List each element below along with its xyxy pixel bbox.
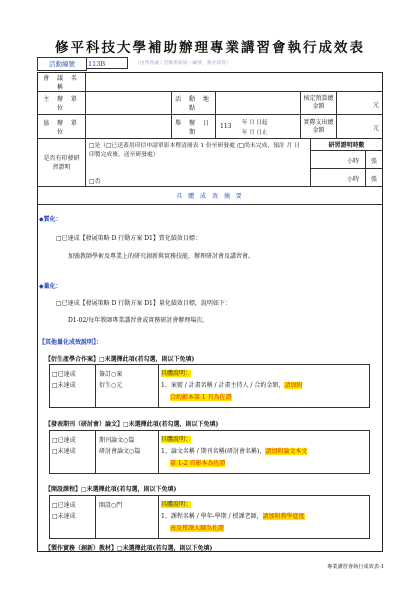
quality-checkbox[interactable]: □已達成【發展策略 D 行動方案 D1】質化績效目標： — [56, 235, 201, 242]
block3-detail: 1、課程名稱 / 學年-學期 / 授課老師， — [161, 513, 263, 520]
block3-explain-label: 具體說明： — [161, 501, 192, 508]
date-label: 舉 辦 日 期 — [172, 115, 216, 139]
block3-achieved[interactable]: □已達成 — [52, 502, 76, 509]
block1-achieved[interactable]: □已達成 — [52, 371, 76, 378]
block3-course-count: 開設○門 — [99, 502, 123, 509]
co-unit-label: 協 辦 單 位 — [38, 115, 86, 139]
block2-journal-count: 期刊論文○篇 — [99, 437, 135, 444]
host-unit-label: 主 辦 單 位 — [38, 92, 86, 115]
hours-header: 研習證明時數 — [311, 139, 382, 151]
block3-table — [49, 495, 370, 539]
summary-header: 具 體 成 效 摘 要 — [38, 187, 382, 205]
print-cert-options[interactable] — [86, 139, 311, 187]
block1-table — [49, 364, 370, 408]
print-cert-label: 是否有印發研習證明 — [38, 139, 86, 187]
block1-detail: 1、案號 / 計畫名稱 / 計畫主持人 / 合約金額， — [161, 382, 285, 389]
hours-row-2[interactable]: 小時 張 — [311, 169, 382, 187]
block4-heading[interactable]: 【製作實務（創新）教材】□未選擇此項(若勾選，則以下免填) — [45, 545, 213, 552]
block1-amount: 衍生○元 — [99, 382, 123, 389]
activity-id-field[interactable]: 113B — [86, 57, 128, 69]
hours-divider — [365, 151, 366, 187]
co-unit-field[interactable] — [86, 115, 172, 139]
block3-heading[interactable]: 【開設課程】□未選擇此項(若勾選，則以下免填) — [45, 486, 177, 493]
form-table — [37, 72, 383, 552]
block1-heading[interactable]: 【衍生產學合作案】□未選擇此項(若勾選，則以下免填) — [45, 356, 195, 363]
block2-table — [49, 430, 370, 474]
block1-attach-2: 合約影本第 1 頁為佐證 — [170, 394, 232, 401]
other-heading: 【其他量化成效說明】： — [39, 339, 103, 346]
host-unit-field[interactable] — [86, 92, 172, 115]
block2-attach-2: 第 1-2 頁影本為佐證 — [170, 460, 226, 467]
approved-budget-field[interactable]: 元 — [337, 92, 382, 115]
print-cert-yes-option[interactable]: □是（□已送蓋用印信申請單影本暨清冊表 1 份至研發處 /□尚未完成，預計 月 日印製完成後，送至研發處） — [89, 143, 300, 158]
activity-id-label: 活動編號 — [37, 57, 87, 71]
block2-explain-label: 具體說明： — [161, 436, 192, 443]
quality-desc: 加強教師學術及專業上的研究創新與實務技能，辦理研討會及講習會。 — [68, 253, 255, 260]
block3-attach-2: 表及授課大綱為佐證 — [170, 525, 225, 532]
activity-id-row — [37, 57, 383, 70]
venue-label: 活 動 地 點 — [172, 92, 216, 115]
hours-row-1[interactable]: 小時 張 — [311, 151, 382, 169]
block1-not-achieved[interactable]: □未達成 — [52, 382, 76, 389]
block2-conference-count: 研討會論文○篇 — [99, 448, 141, 455]
block2-not-achieved[interactable]: □未達成 — [52, 448, 76, 455]
block2-heading[interactable]: 【發表期刊（研討會）論文】□未選擇此項(若勾選，則以下免填) — [45, 421, 219, 428]
print-cert-no-option[interactable]: □否 — [89, 178, 101, 185]
quality-heading: ◆質化： — [39, 216, 62, 223]
block1-explain-label: 具體說明： — [161, 370, 192, 377]
actual-spend-field[interactable]: 元 — [337, 115, 382, 139]
block2-attach-1: 請加附論文本文 — [265, 448, 308, 455]
conf-name-label: 會 議 名 稱 — [38, 73, 86, 92]
venue-field[interactable] — [216, 92, 301, 115]
block2-achieved[interactable]: □已達成 — [52, 437, 76, 444]
page-title: 修平科技大學補助辦理專業講習會執行成效表 — [55, 40, 365, 56]
page-footer: 專業講習會執行成效表-1 — [327, 564, 384, 570]
quantity-desc: D1-02/每年教師專業講習會或實務研討會辦理場次。 — [68, 317, 209, 324]
quantity-checkbox[interactable]: □已達成【發展策略 D 行動方案 D1】量化績效目標，說明如下： — [56, 300, 231, 307]
actual-spend-label: 實際支出總金額 — [301, 115, 337, 139]
activity-id-note: （由學務處 / 活動系統統一編號，務必填寫） — [135, 61, 231, 66]
block3-not-achieved[interactable]: □未達成 — [52, 513, 76, 520]
quantity-heading: ◆量化： — [39, 283, 62, 290]
block1-attach-1: 請加附 — [284, 382, 303, 389]
date-field[interactable]: 113 年 月 日起 年 月 日止 — [216, 115, 301, 139]
block1-count: 簽訂○案 — [99, 371, 123, 378]
approved-budget-label: 核定預算總金額 — [301, 92, 337, 115]
block2-detail: 1、論文名稱 / 期刊名稱(研討會名稱)， — [161, 448, 266, 455]
conf-name-field[interactable] — [86, 73, 382, 92]
block3-attach-1: 請加附教學進度 — [262, 513, 305, 520]
